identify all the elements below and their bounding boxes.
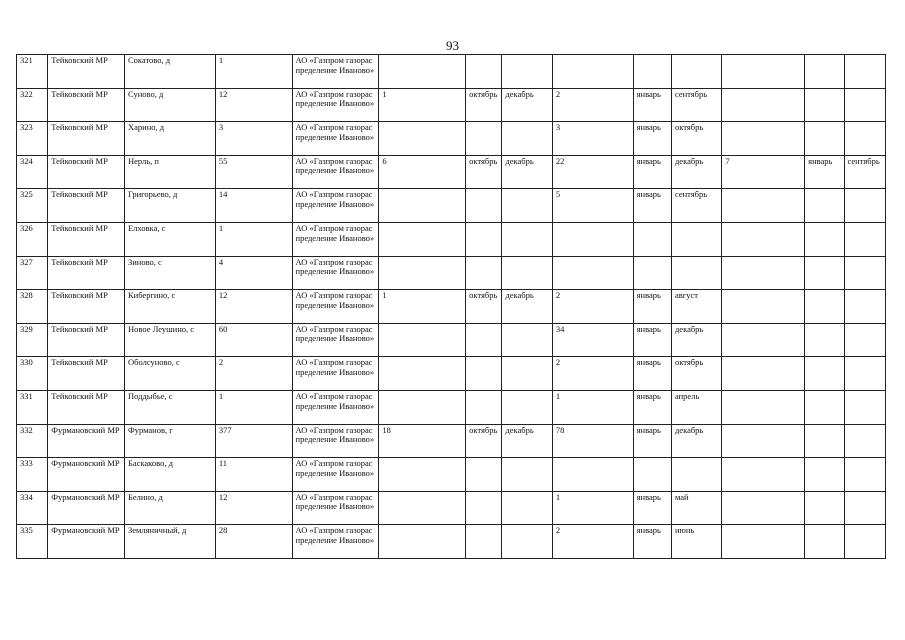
table-row	[17, 55, 886, 89]
cell-district: Тейковский МР	[48, 122, 125, 156]
cell-start-2: январь	[633, 357, 671, 391]
cell-locality: Харино, д	[124, 122, 215, 156]
cell-count: 3	[215, 122, 292, 156]
cell-end-1	[502, 256, 552, 290]
cell-row-number: 323	[17, 122, 48, 156]
cell-qty-1: 1	[379, 290, 466, 324]
cell-end-1	[502, 189, 552, 223]
cell-row-number: 322	[17, 88, 48, 122]
cell-locality: Сокатово, д	[124, 55, 215, 89]
cell-end-1	[502, 458, 552, 492]
cell-organization: АО «Газпром газораспределение Иваново»	[292, 424, 379, 458]
cell-end-3: сентябрь	[844, 155, 885, 189]
cell-start-3	[805, 256, 844, 290]
cell-end-1: декабрь	[502, 88, 552, 122]
cell-row-number: 326	[17, 222, 48, 256]
cell-organization: АО «Газпром газораспределение Иваново»	[292, 122, 379, 156]
cell-locality: Кибергино, с	[124, 290, 215, 324]
cell-end-1	[502, 390, 552, 424]
cell-organization: АО «Газпром газораспределение Иваново»	[292, 55, 379, 89]
cell-row-number: 331	[17, 390, 48, 424]
cell-end-1	[502, 357, 552, 391]
cell-count: 12	[215, 491, 292, 525]
page-number: 93	[446, 38, 459, 53]
cell-row-number: 330	[17, 357, 48, 391]
cell-end-1	[502, 55, 552, 89]
cell-locality: Зиново, с	[124, 256, 215, 290]
cell-qty-2	[552, 222, 633, 256]
cell-locality: Нерль, п	[124, 155, 215, 189]
cell-district: Тейковский МР	[48, 390, 125, 424]
cell-district: Тейковский МР	[48, 222, 125, 256]
cell-start-2: январь	[633, 390, 671, 424]
cell-end-3	[844, 189, 885, 223]
cell-district: Тейковский МР	[48, 55, 125, 89]
table-row	[17, 122, 886, 156]
cell-count: 14	[215, 189, 292, 223]
cell-qty-2: 1	[552, 491, 633, 525]
cell-end-2	[671, 256, 721, 290]
cell-qty-2	[552, 256, 633, 290]
cell-end-3	[844, 256, 885, 290]
cell-qty-3: 7	[722, 155, 805, 189]
cell-count: 2	[215, 357, 292, 391]
cell-organization: АО «Газпром газораспределение Иваново»	[292, 458, 379, 492]
cell-qty-3	[722, 256, 805, 290]
cell-organization: АО «Газпром газораспределение Иваново»	[292, 323, 379, 357]
cell-qty-3	[722, 491, 805, 525]
cell-start-2: январь	[633, 122, 671, 156]
cell-count: 28	[215, 525, 292, 559]
cell-start-1	[466, 256, 502, 290]
cell-qty-2: 2	[552, 525, 633, 559]
cell-row-number: 332	[17, 424, 48, 458]
cell-qty-1	[379, 491, 466, 525]
cell-district: Тейковский МР	[48, 88, 125, 122]
cell-qty-3	[722, 189, 805, 223]
cell-organization: АО «Газпром газораспределение Иваново»	[292, 357, 379, 391]
cell-qty-1	[379, 458, 466, 492]
cell-qty-2	[552, 458, 633, 492]
cell-qty-3	[722, 424, 805, 458]
cell-district: Тейковский МР	[48, 357, 125, 391]
cell-locality: Фурманов, г	[124, 424, 215, 458]
cell-end-3	[844, 55, 885, 89]
cell-end-3	[844, 424, 885, 458]
cell-end-1: декабрь	[502, 424, 552, 458]
cell-end-3	[844, 390, 885, 424]
cell-count: 4	[215, 256, 292, 290]
cell-qty-2: 5	[552, 189, 633, 223]
cell-end-3	[844, 88, 885, 122]
cell-end-1	[502, 222, 552, 256]
cell-qty-3	[722, 88, 805, 122]
cell-start-1	[466, 458, 502, 492]
cell-start-3	[805, 357, 844, 391]
cell-row-number: 327	[17, 256, 48, 290]
cell-district: Тейковский МР	[48, 290, 125, 324]
cell-end-3	[844, 525, 885, 559]
cell-start-1	[466, 390, 502, 424]
cell-qty-1: 6	[379, 155, 466, 189]
cell-end-3	[844, 491, 885, 525]
cell-qty-1	[379, 55, 466, 89]
cell-end-3	[844, 122, 885, 156]
cell-start-3	[805, 390, 844, 424]
cell-start-3	[805, 189, 844, 223]
cell-qty-1: 1	[379, 88, 466, 122]
cell-start-3: январь	[805, 155, 844, 189]
cell-start-3	[805, 458, 844, 492]
cell-organization: АО «Газпром газораспределение Иваново»	[292, 189, 379, 223]
cell-row-number: 325	[17, 189, 48, 223]
cell-start-2: январь	[633, 525, 671, 559]
cell-start-1	[466, 525, 502, 559]
table-row	[17, 525, 886, 559]
cell-end-2: август	[671, 290, 721, 324]
table-row	[17, 424, 886, 458]
cell-start-2	[633, 55, 671, 89]
cell-locality: Баскаково, д	[124, 458, 215, 492]
cell-qty-1	[379, 357, 466, 391]
cell-start-2	[633, 222, 671, 256]
cell-district: Фурмановский МР	[48, 458, 125, 492]
cell-start-1: октябрь	[466, 155, 502, 189]
cell-qty-3	[722, 122, 805, 156]
cell-count: 1	[215, 55, 292, 89]
cell-start-2: январь	[633, 290, 671, 324]
cell-start-2	[633, 256, 671, 290]
cell-end-2: декабрь	[671, 323, 721, 357]
cell-end-3	[844, 222, 885, 256]
cell-start-1	[466, 222, 502, 256]
cell-organization: АО «Газпром газораспределение Иваново»	[292, 525, 379, 559]
cell-row-number: 321	[17, 55, 48, 89]
cell-start-3	[805, 323, 844, 357]
cell-start-1	[466, 323, 502, 357]
table-row	[17, 390, 886, 424]
cell-count: 12	[215, 88, 292, 122]
cell-end-2: сентябрь	[671, 189, 721, 223]
cell-district: Тейковский МР	[48, 323, 125, 357]
cell-end-1: декабрь	[502, 155, 552, 189]
cell-end-1	[502, 323, 552, 357]
cell-qty-3	[722, 290, 805, 324]
table-row	[17, 458, 886, 492]
table-row	[17, 88, 886, 122]
cell-qty-3	[722, 458, 805, 492]
cell-start-3	[805, 122, 844, 156]
table-body	[17, 55, 886, 559]
cell-district: Тейковский МР	[48, 155, 125, 189]
cell-row-number: 335	[17, 525, 48, 559]
cell-count: 55	[215, 155, 292, 189]
cell-row-number: 334	[17, 491, 48, 525]
cell-qty-2: 2	[552, 290, 633, 324]
cell-start-3	[805, 222, 844, 256]
cell-count: 12	[215, 290, 292, 324]
cell-start-2: январь	[633, 491, 671, 525]
cell-start-3	[805, 525, 844, 559]
cell-start-1: октябрь	[466, 290, 502, 324]
cell-row-number: 324	[17, 155, 48, 189]
cell-organization: АО «Газпром газораспределение Иваново»	[292, 256, 379, 290]
cell-qty-1	[379, 390, 466, 424]
cell-end-2: сентябрь	[671, 88, 721, 122]
cell-qty-2: 34	[552, 323, 633, 357]
table-row	[17, 222, 886, 256]
cell-end-2: апрель	[671, 390, 721, 424]
cell-start-3	[805, 290, 844, 324]
cell-end-3	[844, 290, 885, 324]
cell-start-3	[805, 424, 844, 458]
cell-count: 377	[215, 424, 292, 458]
cell-qty-2: 78	[552, 424, 633, 458]
cell-qty-2: 2	[552, 357, 633, 391]
cell-locality: Новое Леушино, с	[124, 323, 215, 357]
cell-qty-3	[722, 222, 805, 256]
cell-start-1	[466, 357, 502, 391]
cell-organization: АО «Газпром газораспределение Иваново»	[292, 88, 379, 122]
cell-qty-1	[379, 122, 466, 156]
cell-end-2: декабрь	[671, 155, 721, 189]
cell-qty-2: 3	[552, 122, 633, 156]
table-row	[17, 323, 886, 357]
cell-start-3	[805, 55, 844, 89]
table-row	[17, 155, 886, 189]
table-row	[17, 256, 886, 290]
cell-organization: АО «Газпром газораспределение Иваново»	[292, 390, 379, 424]
cell-locality: Григорьево, д	[124, 189, 215, 223]
cell-start-1	[466, 491, 502, 525]
cell-end-2: май	[671, 491, 721, 525]
cell-row-number: 333	[17, 458, 48, 492]
cell-start-3	[805, 491, 844, 525]
cell-start-1	[466, 122, 502, 156]
cell-qty-1	[379, 323, 466, 357]
cell-qty-3	[722, 323, 805, 357]
cell-start-1: октябрь	[466, 424, 502, 458]
cell-count: 1	[215, 390, 292, 424]
cell-end-2	[671, 458, 721, 492]
cell-end-3	[844, 458, 885, 492]
cell-start-2	[633, 458, 671, 492]
cell-end-3	[844, 357, 885, 391]
cell-start-1	[466, 189, 502, 223]
cell-qty-2: 2	[552, 88, 633, 122]
cell-qty-1	[379, 189, 466, 223]
cell-qty-2	[552, 55, 633, 89]
cell-district: Фурмановский МР	[48, 424, 125, 458]
data-table	[16, 54, 886, 559]
cell-locality: Поддыбье, с	[124, 390, 215, 424]
cell-end-1: декабрь	[502, 290, 552, 324]
cell-start-1	[466, 55, 502, 89]
cell-qty-1: 18	[379, 424, 466, 458]
cell-qty-3	[722, 55, 805, 89]
cell-start-2: январь	[633, 424, 671, 458]
cell-qty-1	[379, 525, 466, 559]
cell-start-2: январь	[633, 189, 671, 223]
cell-district: Фурмановский МР	[48, 525, 125, 559]
cell-locality: Суново, д	[124, 88, 215, 122]
cell-qty-2: 1	[552, 390, 633, 424]
cell-district: Фурмановский МР	[48, 491, 125, 525]
cell-qty-3	[722, 525, 805, 559]
cell-district: Тейковский МР	[48, 256, 125, 290]
cell-end-1	[502, 525, 552, 559]
cell-qty-3	[722, 390, 805, 424]
cell-end-2: октябрь	[671, 122, 721, 156]
cell-end-2: июнь	[671, 525, 721, 559]
cell-end-1	[502, 491, 552, 525]
cell-organization: АО «Газпром газораспределение Иваново»	[292, 155, 379, 189]
cell-organization: АО «Газпром газораспределение Иваново»	[292, 290, 379, 324]
cell-row-number: 329	[17, 323, 48, 357]
table-row	[17, 189, 886, 223]
cell-row-number: 328	[17, 290, 48, 324]
cell-locality: Елховка, с	[124, 222, 215, 256]
cell-organization: АО «Газпром газораспределение Иваново»	[292, 491, 379, 525]
cell-end-2: октябрь	[671, 357, 721, 391]
cell-end-1	[502, 122, 552, 156]
cell-qty-3	[722, 357, 805, 391]
cell-qty-1	[379, 256, 466, 290]
cell-qty-1	[379, 222, 466, 256]
cell-end-2: декабрь	[671, 424, 721, 458]
table-row	[17, 357, 886, 391]
table-row	[17, 290, 886, 324]
cell-locality: Белино, д	[124, 491, 215, 525]
cell-start-3	[805, 88, 844, 122]
cell-end-2	[671, 55, 721, 89]
cell-count: 1	[215, 222, 292, 256]
cell-locality: Земляничный, д	[124, 525, 215, 559]
cell-end-2	[671, 222, 721, 256]
cell-start-1: октябрь	[466, 88, 502, 122]
cell-count: 60	[215, 323, 292, 357]
cell-start-2: январь	[633, 88, 671, 122]
cell-qty-2: 22	[552, 155, 633, 189]
cell-start-2: январь	[633, 323, 671, 357]
cell-start-2: январь	[633, 155, 671, 189]
cell-district: Тейковский МР	[48, 189, 125, 223]
cell-end-3	[844, 323, 885, 357]
cell-count: 11	[215, 458, 292, 492]
cell-organization: АО «Газпром газораспределение Иваново»	[292, 222, 379, 256]
cell-locality: Оболсуново, с	[124, 357, 215, 391]
table-row	[17, 491, 886, 525]
